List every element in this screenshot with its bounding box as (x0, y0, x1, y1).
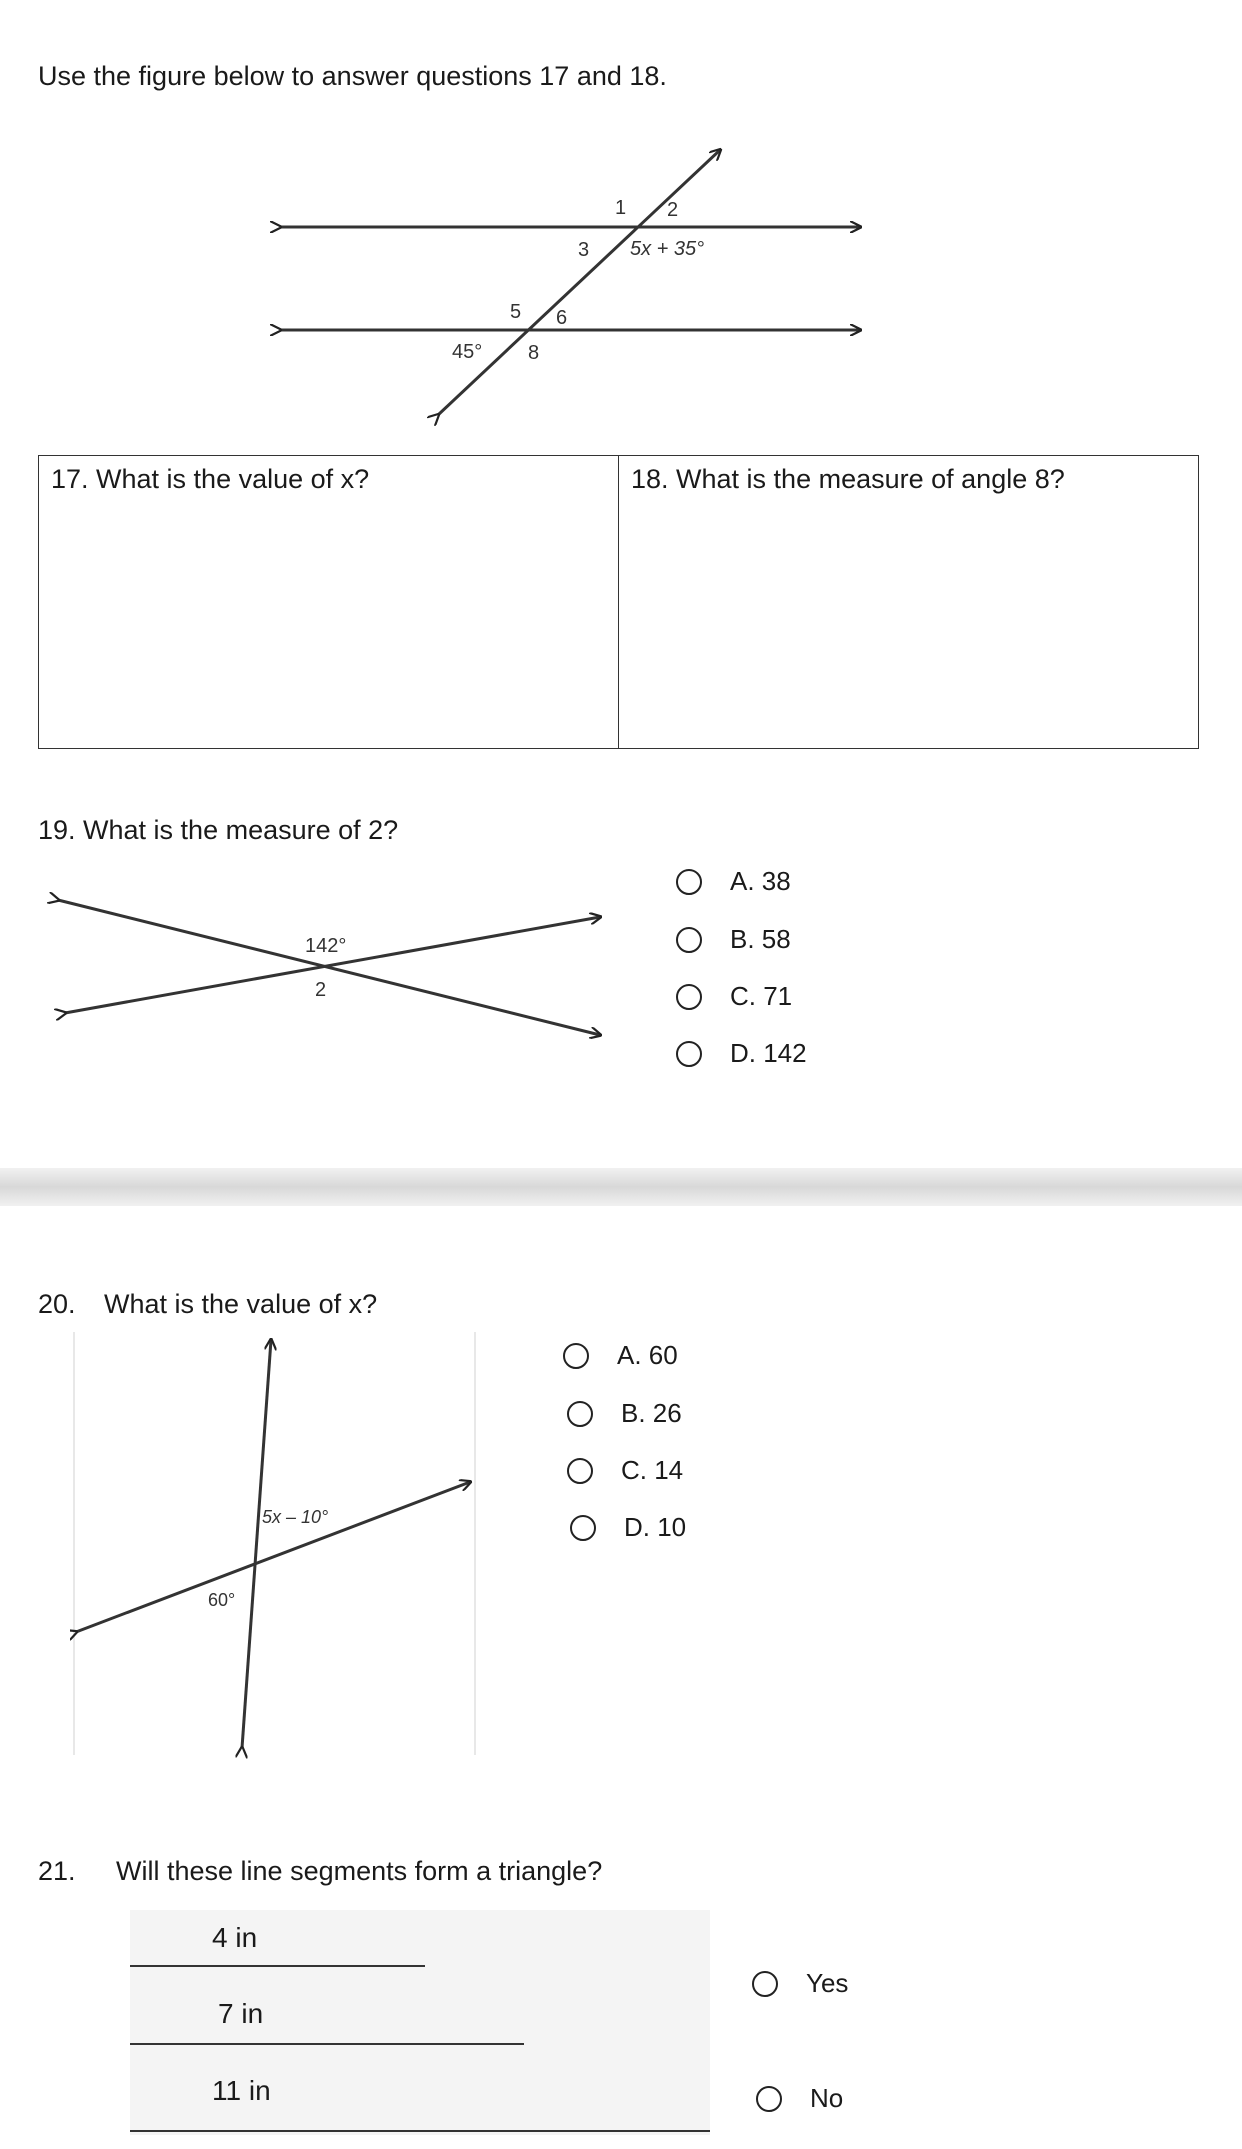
fig1-label-6: 6 (556, 307, 568, 329)
fig2-label-142: 142° (305, 935, 347, 957)
q18-text: 18. What is the measure of angle 8? (631, 464, 1065, 494)
answer-box-table (38, 455, 1199, 749)
q19-radio-a[interactable] (676, 869, 702, 895)
fig1-label-5: 5 (510, 301, 522, 323)
intro-text: Use the figure below to answer questions 17 and 18. (38, 61, 667, 91)
q19-option-c[interactable]: C. 71 (676, 981, 792, 1012)
q18-cell[interactable] (618, 456, 1198, 748)
fig2-label-2: 2 (315, 979, 327, 1001)
vertical-line (242, 1340, 271, 1748)
q21-radio-no[interactable] (756, 2086, 782, 2112)
transversal-line (438, 150, 720, 415)
q20-radio-c[interactable] (567, 1458, 593, 1484)
q20-number: 20. (38, 1289, 76, 1319)
q20-option-c[interactable]: C. 14 (567, 1455, 683, 1486)
q20-prompt: What is the value of x? (104, 1289, 378, 1319)
q21-option-yes[interactable]: Yes (752, 1968, 848, 1999)
segment-11in (130, 2130, 710, 2132)
segment-label-4in: 4 in (212, 1922, 258, 1953)
q17-cell[interactable] (39, 456, 618, 748)
segment-4in (130, 1965, 425, 1967)
figure-intersecting-lines (40, 880, 620, 1060)
fig1-label-3: 3 (578, 239, 590, 261)
q19-radio-d[interactable] (676, 1041, 702, 1067)
q19-option-b[interactable]: B. 58 (676, 924, 791, 955)
q17-text: 17. What is the value of x? (51, 464, 370, 494)
page-divider (0, 1168, 1242, 1206)
q21-prompt: Will these line segments form a triangle? (116, 1856, 603, 1886)
q19-option-a[interactable]: A. 38 (676, 866, 791, 897)
q21-radio-yes[interactable] (752, 1971, 778, 1997)
line-a (58, 900, 600, 1035)
fig1-label-8: 8 (528, 342, 540, 364)
figure-crossing-lines (70, 1330, 480, 1760)
q20-option-a[interactable]: A. 60 (563, 1340, 678, 1371)
q19-radio-c[interactable] (676, 984, 702, 1010)
segment-label-7in: 7 in (218, 1998, 264, 2029)
q20-radio-d[interactable] (570, 1515, 596, 1541)
figure-parallel-lines (260, 140, 880, 430)
q20-option-d[interactable]: D. 10 (570, 1512, 686, 1543)
q19-radio-b[interactable] (676, 927, 702, 953)
q19-prompt: 19. What is the measure of 2? (38, 815, 399, 845)
fig1-label-1: 1 (615, 197, 627, 219)
segments-panel (130, 1910, 710, 2135)
fig1-label-2: 2 (667, 199, 679, 221)
q20-radio-b[interactable] (567, 1401, 593, 1427)
fig3-label-60: 60° (208, 1590, 236, 1610)
q21-option-no[interactable]: No (756, 2083, 843, 2114)
segment-label-11in: 11 in (212, 2075, 271, 2106)
fig3-label-expr: 5x – 10° (262, 1507, 329, 1527)
fig1-label-expr: 5x + 35° (630, 238, 705, 260)
line-b (65, 917, 600, 1013)
segment-7in (130, 2043, 524, 2045)
slanted-line (76, 1482, 470, 1632)
q19-option-d[interactable]: D. 142 (676, 1038, 807, 1069)
q20-radio-a[interactable] (563, 1343, 589, 1369)
q20-option-b[interactable]: B. 26 (567, 1398, 682, 1429)
fig1-label-45: 45° (452, 341, 483, 363)
q21-number: 21. (38, 1856, 76, 1886)
